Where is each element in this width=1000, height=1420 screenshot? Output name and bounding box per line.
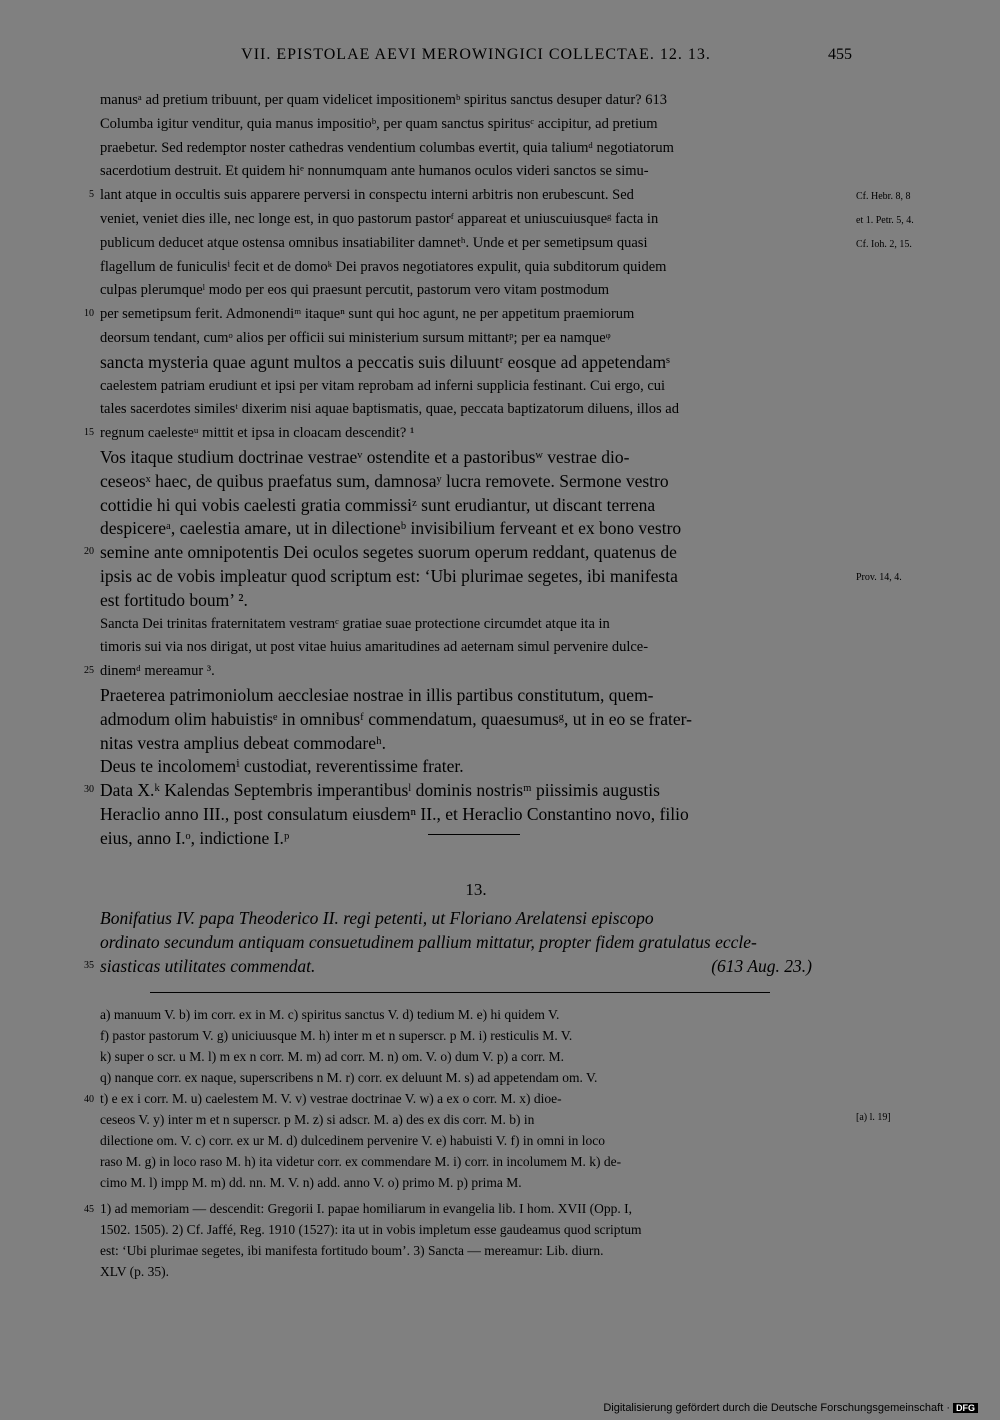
text-line: Praeterea patrimoniolum aecclesiae nostrae in illis partibus constitutum, quem-: [100, 685, 654, 705]
text-line: timoris sui via nos dirigat, ut post vitae huius amaritudines ad aeternam simul pervenire dulce-: [100, 639, 649, 656]
running-title: VII. EPISTOLAE AEVI MEROWINGICI COLLECTAE. 12. 13.: [241, 46, 711, 63]
apparatus-rule: [150, 992, 770, 993]
text-line: f) pastor pastorum V. g) uniciuusque M. h) inter m et n superscr. p M. i) resticulis M. V.: [100, 1028, 573, 1043]
text-line: despicereᵃ, caelestia amare, ut in dilectioneᵇ invisibilium ferveant et ex bono vestro: [100, 518, 682, 539]
text-line: ceseosˣ haec, de quibus praefatus sum, damnosaʸ lucra removete. Sermone vestro: [100, 470, 669, 491]
text-line: sancta mysteria quae agunt multos a peccatis suis diluuntʳ eosque ad appetendamˢ: [100, 351, 670, 372]
text-line: k) super o scr. u M. l) m ex n corr. M. m) ad corr. M. n) om. V. o) dum V. p) a corr. M.: [100, 1049, 564, 1064]
dfg-logo: DFG: [953, 1403, 978, 1413]
apparatus-margin-note: [a) l. 19]: [856, 1112, 891, 1123]
line-number: 35: [84, 960, 94, 971]
text-line: deorsum tendant, cumᵒ alios per officii sui ministerium sursum mittantᵖ; per ea namqueᵠ: [100, 330, 611, 346]
text-line: a) manuum V. b) im corr. ex in M. c) spiritus sanctus V. d) tedium M. e) hi quidem V.: [100, 1007, 560, 1022]
text-line: est fortitudo boum’ ².: [100, 589, 248, 610]
text-line: veniet, veniet dies ille, nec longe est, in quo pastorum pastorᶠ appareat et uniuscuiusqueᵍ facta in: [100, 211, 659, 227]
text-line: manusᵃ ad pretium tribuunt, per quam videlicet impositionemᵇ spiritus sanctus desuper datur? 613: [100, 92, 667, 108]
text-line: ipsis ac de vobis impleatur quod scriptum est: ‘Ubi plurimae segetes, ibi manifesta: [100, 566, 678, 586]
footer-text: Digitalisierung gefördert durch die Deutsche Forschungsgemeinschaft ·: [603, 1402, 950, 1414]
page-number: 455: [828, 46, 852, 63]
text-line: ceseos V. y) inter m et n superscr. p M. z) si adscr. M. a) des ex dis corr. M. b) in: [100, 1112, 535, 1127]
text-line: Data X.ᵏ Kalendas Septembris imperantibusˡ dominis nostrisᵐ piissimis augustis: [100, 780, 660, 801]
text-line: eius, anno I.ᵒ, indictione I.ᵖ: [100, 827, 290, 848]
text-line: Heraclio anno III., post consulatum eiusdemⁿ II., et Heraclio Constantino novo, filio: [100, 804, 689, 824]
text-line: Columba igitur venditur, quia manus impositioᵇ, per quam sanctus spiritusᶜ accipitur, ad pretium: [100, 115, 658, 132]
text-line: Sancta Dei trinitas fraternitatem vestramᶜ gratiae suae protectione circumdet atque ita in: [100, 615, 610, 632]
margin-reference: et 1. Petr. 5, 4.: [856, 215, 914, 226]
text-line: est: ‘Ubi plurimae segetes, ibi manifesta fortitudo boum’. 3) Sancta — mereamur: Lib. diurn.: [100, 1243, 604, 1258]
margin-reference: Cf. Ioh. 2, 15.: [856, 238, 912, 250]
text-line: sacerdotium destruit. Et quidem hiᵉ nonnumquam ante humanos oculos videri sanctos se simu-: [100, 163, 649, 180]
text-line: dinemᵈ mereamur ³.: [100, 663, 215, 680]
text-line: tales sacerdotes similesᵗ dixerim nisi aquae baptismatis, quae, peccata baptizatorum diluens, illos ad: [100, 401, 679, 418]
text-line: semine ante omnipotentis Dei oculos segetes suorum operum reddant, quatenus de: [100, 542, 677, 563]
text-line: t) e ex i corr. M. u) caelestem M. V. v) vestrae doctrinae V. w) a ex o corr. M. x) dioe-: [100, 1091, 562, 1106]
text-line: Deus te incolomemⁱ custodiat, reverentissime frater.: [100, 756, 464, 777]
text-line: raso M. g) in loco raso M. h) ita videtur corr. ex commendare M. i) corr. in incolumem M. k) de-: [100, 1154, 622, 1169]
text-line: 1502. 1505). 2) Cf. Jaffé, Reg. 1910 (1527): ita ut in vobis impletum esse gaudeamus quod scriptum: [100, 1222, 642, 1237]
summary-line: ordinato secundum antiquam consuetudinem pallium mittatur, propter fidem gratulatus eccle-: [100, 932, 757, 952]
line-number: 5: [89, 189, 94, 201]
line-number: 30: [84, 784, 94, 796]
text-line: dilectione om. V. c) corr. ex ur M. d) dulcedinem pervenire V. e) habuisti V. f) in omni in loco: [100, 1133, 606, 1148]
digitization-footer: [603, 1402, 978, 1414]
margin-reference: Cf. Hebr. 8, 8: [856, 191, 911, 203]
text-line: XLV (p. 35).: [100, 1264, 170, 1279]
text-line: admodum olim habuistisᵉ in omnibusᶠ commendatum, quaesumusᵍ, ut in eo se frater-: [100, 708, 692, 729]
letter-date: (613 Aug. 23.): [711, 956, 812, 976]
text-line: regnum caelesteᵘ mittit et ipsa in cloacam descendit? ¹: [100, 425, 415, 442]
line-number: 10: [84, 308, 94, 320]
text-line: nitas vestra amplius debeat commodareʰ.: [100, 732, 387, 753]
text-line: Vos itaque studium doctrinae vestraeᵛ ostendite et a pastoribusʷ vestrae dio-: [100, 447, 630, 467]
line-number: 20: [84, 546, 94, 558]
letter-13-number: 13.: [465, 880, 487, 899]
line-number: 25: [84, 665, 94, 677]
line-number: 45: [84, 1204, 94, 1215]
text-line: culpas plerumqueˡ modo per eos qui praesunt percutit, pastorum vero vitam postmodum: [100, 282, 609, 299]
line-number: 40: [84, 1094, 94, 1105]
line-number: 15: [84, 427, 94, 439]
summary-line: Bonifatius IV. papa Theoderico II. regi petenti, ut Floriano Arelatensi episcopo: [100, 908, 654, 928]
section-divider: [428, 834, 520, 835]
margin-reference: Prov. 14, 4.: [856, 572, 902, 583]
text-line: cimo M. l) impp M. m) dd. nn. M. V. n) add. anno V. o) primo M. p) prima M.: [100, 1175, 522, 1190]
text-line: publicum deducet atque ostensa omnibus insatiabiliter damnetʰ. Unde et per semetipsum quasi: [100, 234, 648, 251]
text-line: cottidie hi qui vobis caelesti gratia commissiᶻ sunt erudiantur, ut discant terrena: [100, 494, 656, 515]
text-line: praebetur. Sed redemptor noster cathedras vendentium columbas evertit, quia taliumᵈ negotiatorum: [100, 139, 674, 156]
text-line: per semetipsum ferit. Admonendiᵐ itaqueⁿ sunt qui hoc agunt, ne per appetitum praemiorum: [100, 306, 635, 323]
summary-line: siasticas utilitates commendat.: [100, 956, 316, 976]
text-line: lant atque in occultis suis apparere perversi in conspectu interni arbitris non erubescunt. Sed: [100, 187, 634, 204]
text-line: q) nanque corr. ex naque, superscribens n M. r) corr. ex deluunt M. s) ad appetendam om. V.: [100, 1070, 598, 1085]
text-line: flagellum de funiculisⁱ fecit et de domoᵏ Dei pravos negotiatores expulit, quia subditorum quidem: [100, 258, 667, 275]
text-line: caelestem patriam erudiunt et ipsi per vitam reprobam ad inferni supplicia festinant. Cui ergo, cui: [100, 377, 666, 394]
text-line: 1) ad memoriam — descendit: Gregorii I. papae homiliarum in evangelia lib. I hom. XVII (Opp. I,: [100, 1201, 632, 1216]
running-header: [100, 46, 852, 74]
